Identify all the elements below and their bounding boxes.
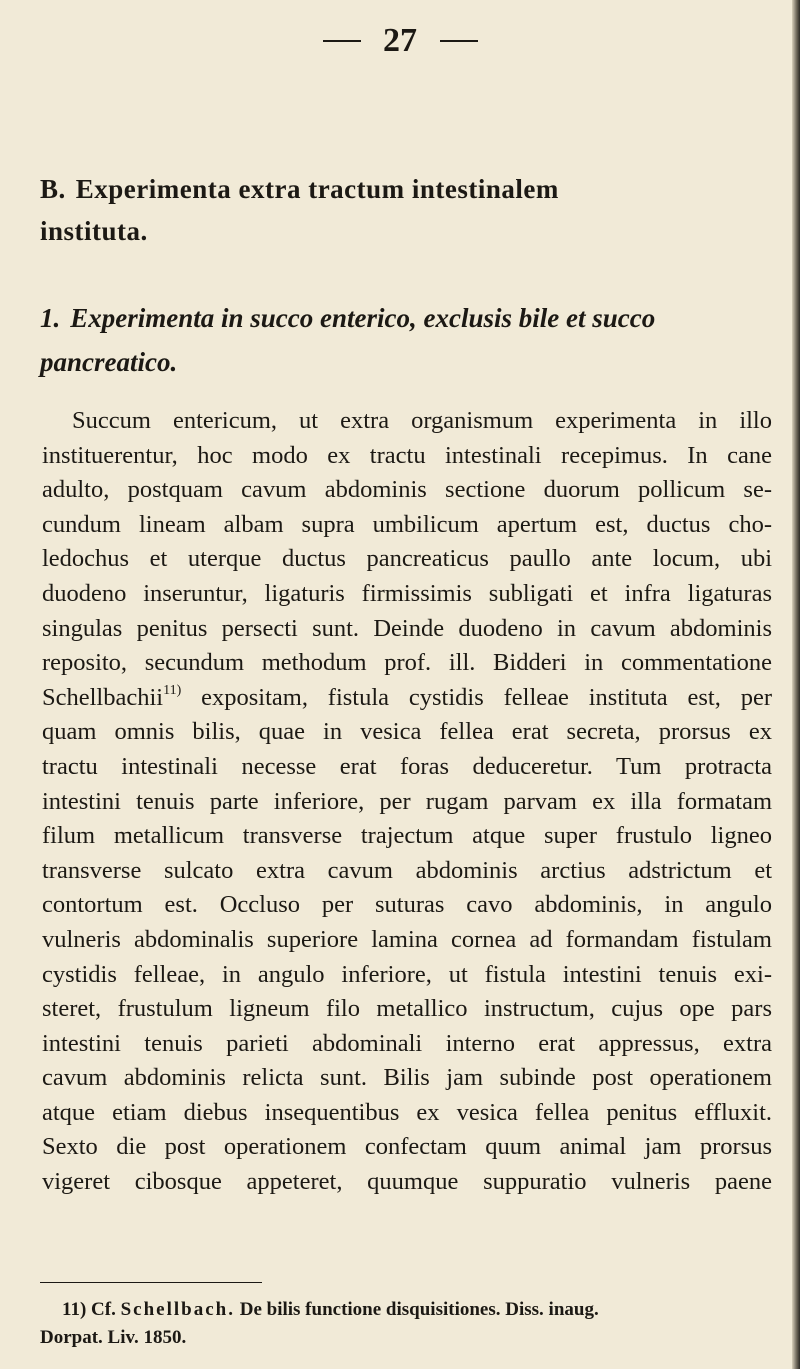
book-spine-edge	[792, 0, 800, 1369]
body-line: quam omnis bilis, quae in vesica fellea erat secreta, prorsus ex	[42, 718, 772, 746]
body-line: ledochus et uterque ductus pancreaticus paullo ante locum, ubi	[42, 545, 772, 573]
body-line: intestini tenuis parieti abdominali interno erat appressus, extra	[42, 1029, 772, 1057]
body-line: tractu intestinali necesse erat foras deduceretur. Tum protracta	[42, 752, 772, 780]
page-number: 27	[383, 22, 417, 60]
section-heading	[40, 168, 760, 252]
section-label: B.	[40, 174, 66, 204]
footnote-title: De bilis functione disquisitiones. Diss. inaug.	[239, 1299, 599, 1320]
footnote-ref: 11)	[62, 1299, 87, 1320]
page-header	[0, 20, 800, 60]
subsection-title-line2: pancreatico.	[40, 347, 178, 377]
body-line: filum metallicum transverse trajectum atque super frustulo ligneo	[42, 822, 772, 850]
body-line: vigeret cibosque appeteret, quumque suppuratio vulneris paene	[42, 1168, 772, 1196]
header-dash-left	[323, 40, 361, 42]
footnote-line1	[40, 1296, 770, 1324]
body-line-with-footnote-ref	[42, 681, 772, 716]
body-line: Sexto die post operationem confectam quum animal jam prorsus	[42, 1133, 772, 1161]
section-title-line1: Experimenta extra tractum intestinalem	[75, 174, 559, 204]
body-line-end: expositam, fistula cystidis felleae instituta est, per	[201, 683, 772, 711]
body-line: reposito, secundum methodum prof. ill. Bidderi in commentatione	[42, 649, 772, 677]
body-line: vulneris abdominalis superiore lamina cornea ad formandam fistulam	[42, 925, 772, 953]
footnote-author: Schellbach.	[120, 1299, 235, 1320]
body-line: adulto, postquam cavum abdominis sectione duorum pollicum se-	[42, 476, 772, 504]
footnote-cf: Cf.	[91, 1299, 116, 1320]
body-line: transverse sulcato extra cavum abdominis arctius adstrictum et	[42, 856, 772, 884]
body-line: contortum est. Occluso per suturas cavo abdominis, in angulo	[42, 891, 772, 919]
footnote-divider	[40, 1282, 262, 1283]
section-title-line2: instituta.	[40, 216, 148, 246]
body-line: intestini tenuis parte inferiore, per rugam parvam ex illa formatam	[42, 787, 772, 815]
body-line: Succum entericum, ut extra organismum experimenta in illo	[72, 407, 772, 434]
body-line: duodeno inseruntur, ligaturis firmissimis subligati et infra ligaturas	[42, 579, 772, 607]
body-paragraph	[42, 404, 772, 1200]
body-line: singulas penitus persecti sunt. Deinde duodeno in cavum abdominis	[42, 614, 772, 642]
body-line: instituerentur, hoc modo ex tractu intestinali recepimus. In cane	[42, 441, 772, 469]
footnote	[40, 1296, 770, 1352]
footnote-line2: Dorpat. Liv. 1850.	[40, 1327, 187, 1348]
body-line: cundum lineam albam supra umbilicum apertum est, ductus cho-	[42, 510, 772, 538]
footnote-reference: 11)	[163, 682, 182, 698]
body-line: cystidis felleae, in angulo inferiore, ut fistula intestini tenuis exi-	[42, 960, 772, 988]
subsection-heading	[40, 296, 770, 384]
body-line: steret, frustulum ligneum filo metallico instructum, cujus ope pars	[42, 995, 772, 1023]
body-line: atque etiam diebus insequentibus ex vesica fellea penitus effluxit.	[42, 1098, 772, 1126]
body-line: cavum abdominis relicta sunt. Bilis jam subinde post operationem	[42, 1064, 772, 1092]
header-dash-right	[440, 40, 478, 42]
body-line-start: Schellbachii	[42, 683, 164, 711]
subsection-number: 1.	[40, 303, 61, 333]
subsection-title-line1: Experimenta in succo enterico, exclusis bile et succo	[70, 303, 656, 333]
